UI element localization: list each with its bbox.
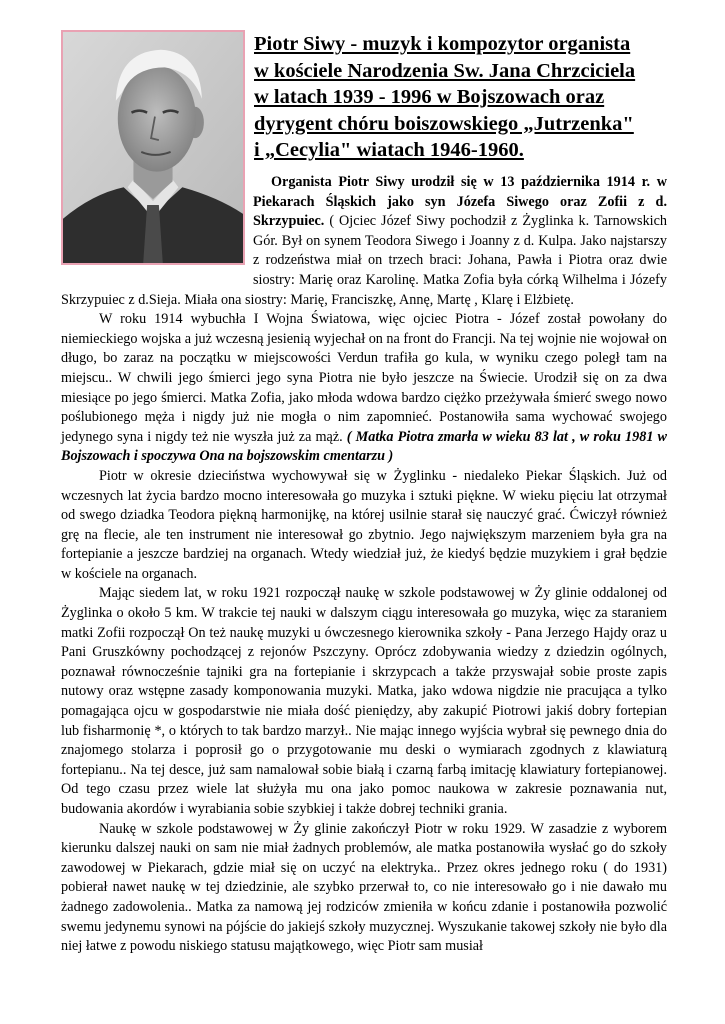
intro-text: ( Ojciec Józef Siwy pochodził z Żyglinka k. Tarnowskich Gór. Był on synem Teodora Siwego i Joanny z d. Kulpa. Jako najstarszy z rodzeństwa miał on trzech braci: Johana, Pawła i Piotra oraz dwie siostry: Marię oraz Karolinę. Matka Zofia była córką Wilhelma i Józefy Skrzypuiec z d.Sieja. Miała ona siostry: Marię, Franciszkę, Annę, Martę , Klarę i Elżbietę. (61, 213, 667, 308)
childhood-text: Piotr w okresie dzieciństwa wychowywał się w Żyglinku - niedaleko Piekar Śląskich. Już od wczesnych lat życia bardzo mocno interesowała go muzyka i sztuki piękne. W wieku pięciu lat otrzymał od swego dziadka Teodora piękną harmonijkę, na której usilnie starał się nauczyć grać. Ćwiczył również grę na flecie, ale ten instrument nie interesował go zbytnio. Jego największym marzeniem była gra na fortepianie a jeszcze bardziej na organach. Wtedy wiedział już, że kiedyś będzie muzykiem i grał będzie w kościele na organach. (61, 467, 667, 582)
document-title (254, 31, 674, 164)
article-body (61, 173, 667, 957)
school-text: Mając siedem lat, w roku 1921 rozpoczął naukę w szkole podstawowej w Ży glinie oddalonej od Żyglinka o około 5 km. W trakcie tej nauki w dalszym ciągu interesowała go muzyka, więc za staraniem matki Zofii rozpoczął On też naukę muzyki u ówczesnego kierownika szkoły - Pana Jerzego Hajdy oraz u Pani Gruszkówny pochodzącej z rejonów Pszczyny. Oprócz zdobywania wiedzy z dziedzin ogólnych, poznawał równocześnie tajniki gra na fortepianie i skrzypcach a także przyswajał sobie proste zapis nutowy oraz wstępne zasady komponowania muzyki. Matka, jako wdowa nigdzie nie pracująca a tylko pomagająca ojcu w gospodarstwie nie miała dość pieniędzy, aby zakupić Piotrowi jakiś dobry fortepian lub fisharmonię *, o których to tak bardzo marzył.. Nie mając innego wyjścia wybrał się pewnego dnia do znajomego stolarza i poprosił go o przygotowanie mu deski o wymiarach zgodnych z klawiaturą fortepianu.. Na tej desce, już sam namalował sobie białą i czarną farbą imitację klawiatury fortepianowej. Od tego czasu przez wiele lat służyła mu ona jako pomoc naukowa w zakresie poznawania nut, budowania akordów i wyrabiania sobie szybkiej i także dobrej techniki grania. (61, 585, 667, 817)
war-text: W roku 1914 wybuchła I Wojna Światowa, więc ojciec Piotra - Józef został powołany do niemieckiego wojska a już wczesną jesienią wyjechał on na front do Francji. Na tej wojnie nie wojował on długo, bo zaraz na początku w miejscowości Verdun trafiła go kula, w wyniku czego poległ tam na miejscu.. W chwili jego śmierci jego syna Piotra nie było jeszcze na Świecie. Urodził się on za dwa miesiące po jego śmierci. Matka Zofia, jako młoda wdowa bardzo ciężko przeżywała śmierć swego nowo poślubionego męża i nigdy już nie mogła o nim zapomnieć. Postanowiła sama wychować swojego jedynego syna i nigdy też nie wyszła już za mąż. (61, 311, 667, 445)
title-line: Piotr Siwy - muzyk i kompozytor organista (254, 33, 631, 55)
title-line: w kościele Narodzenia Sw. Jana Chrzciciela (254, 59, 636, 82)
title-line: dyrygent chóru boiszowskiego „Jutrzenka" (254, 112, 634, 135)
mother-note-text: ( Matka Piotra zmarła w wieku 83 lat , w roku 1981 w Bojszowach i spoczywa Ona na bojszowskim cmentarzu ) (61, 428, 667, 465)
paragraph-war (61, 310, 667, 467)
further-education-text: Naukę w szkole podstawowej w Ży glinie zakończył Piotr w roku 1929. W zasadzie z wyborem kierunku dalszej nauki on sam nie miał żadnych problemów, ale matka postanowiła wysłać go do szkoły zawodowej w Piekarach, gdzie miał się on uczyć na elektryka.. Przez okres jednego roku ( do 1931) pobierał nawet naukę w tej dziedzinie, ale szybko przerwał to, co nie interesowało go i nie dawało mu żadnego zadowolenia.. Matka za namową jej rodziców zmieniła w końcu zdanie i postanowiła pozwolić swemu jedynemu synowi na pójście do jakiejś szkoły muzycznej. Wyszukanie takowej szkoły nie było dla niej łatwe z powodu niskiego statusu majątkowego, więc Piotr sam musiał (61, 820, 667, 955)
paragraph-school (61, 584, 667, 819)
paragraph-childhood (61, 467, 667, 585)
title-line: w latach 1939 - 1996 w Bojszowach oraz (254, 86, 605, 108)
paragraph-further-education (61, 820, 667, 957)
photo-float-spacer (61, 173, 253, 287)
intro-bold-text: Organista Piotr Siwy urodził się w 13 października 1914 r. w Piekarach Śląskich jako syn Józefa Siwego oraz Zofii z d. Skrzypuiec. (253, 174, 667, 230)
title-line: i „Cecylia" wiatach 1946-1960. (254, 139, 524, 161)
